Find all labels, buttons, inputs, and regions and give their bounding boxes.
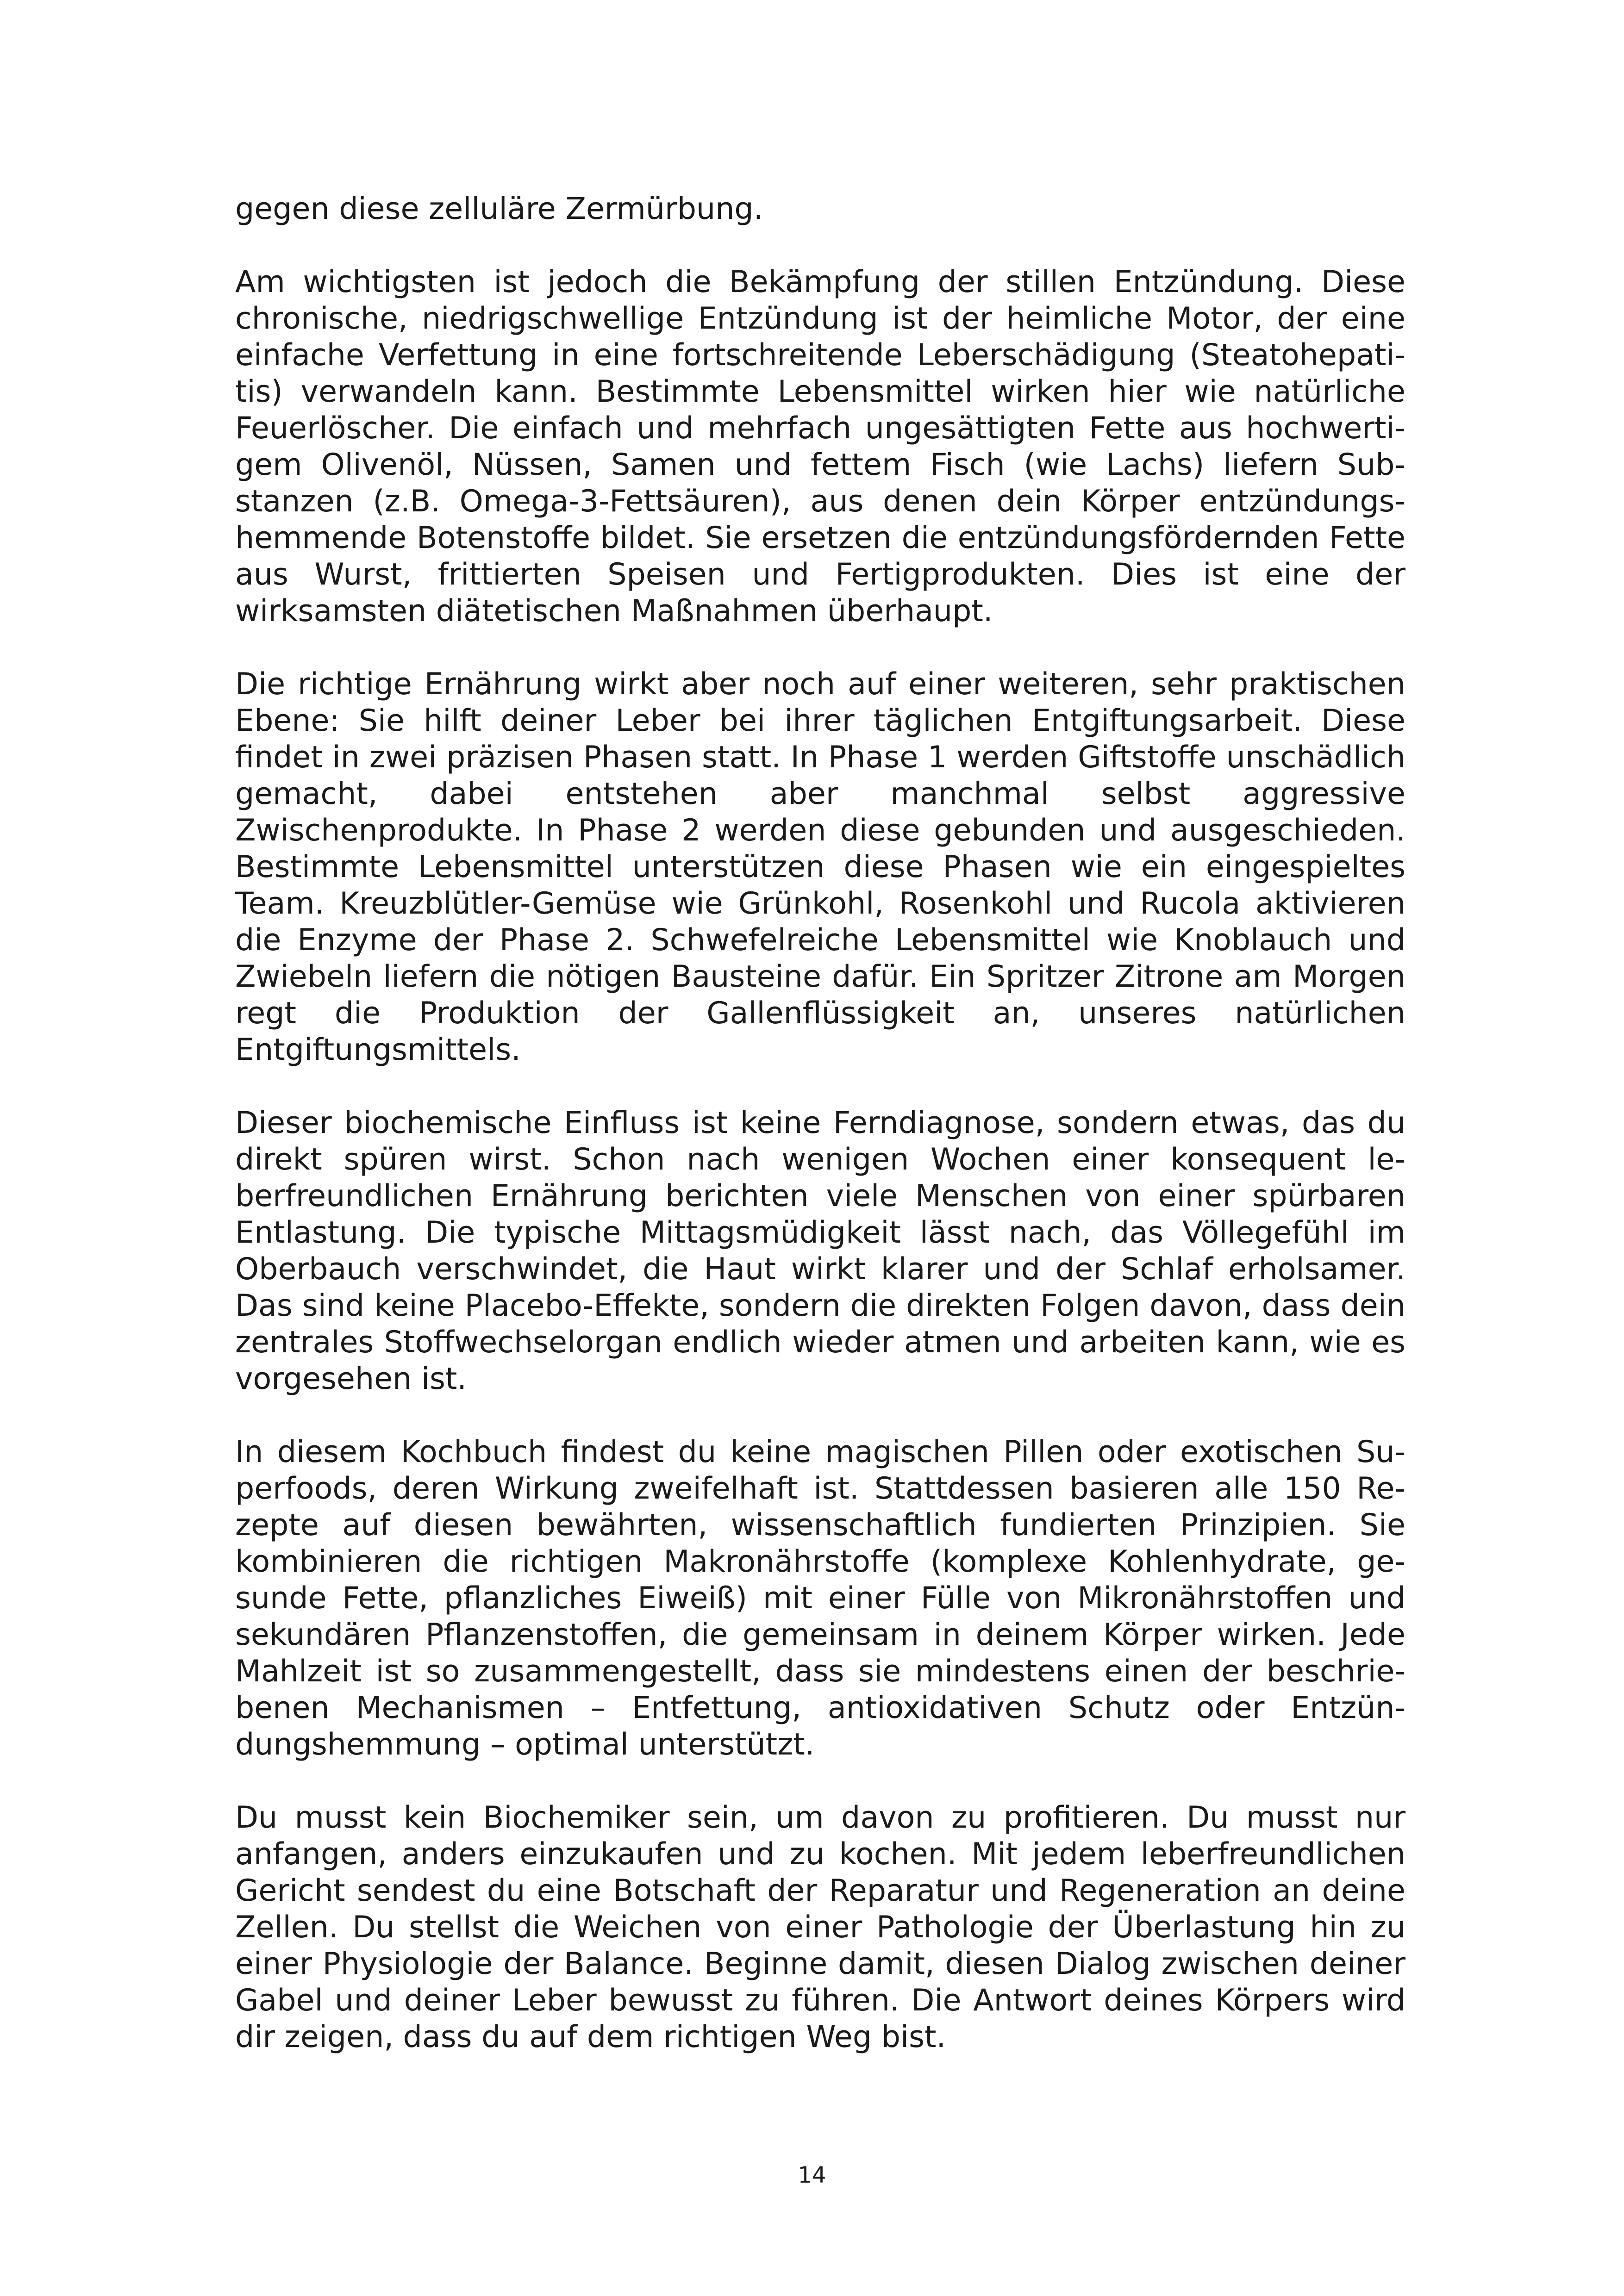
paragraph-2: Am wichtigsten ist jedoch die Bekämpfung der stillen Entzündung. Diese chronische, niedrigschwellige Entzündung ist der heimliche Motor, der eine einfache Verfettung in eine fortschreitende Leberschädigung (Steatohepatitis) verwandeln kann. Bestimmte Lebensmittel wirken hier wie natürliche Feuerlöscher. Die einfach und mehrfach ungesättigten Fette aus hochwertigem Olivenöl, Nüssen, Samen und fettem Fisch (wie Lachs) liefern Substanzen (z.B. Omega-3-Fettsäuren), aus denen dein Körper entzündungshemmende Botenstoffe bildet. Sie ersetzen die entzündungsfördernden Fette aus Wurst, frittierten Speisen und Fertigprodukten. Dies ist eine der wirksamsten diätetischen Maßnahmen überhaupt. <box>235 265 1405 628</box>
paragraph-4: Dieser biochemische Einfluss ist keine Ferndiagnose, sondern etwas, das du direkt spüren wirst. Schon nach wenigen Wochen einer konsequent leberfreundlichen Ernährung berichten viele Menschen von einer spürbaren Entlastung. Die typische Mittagsmüdigkeit lässt nach, das Völlegefühl im Oberbauch verschwindet, die Haut wirkt klarer und der Schlaf erholsamer. Das sind keine Placebo-Effekte, sondern die direkten Folgen davon, dass dein zentrales Stoffwechselorgan endlich wieder atmen und arbeiten kann, wie es vorgesehen ist. <box>235 1106 1405 1396</box>
paragraph-5: In diesem Kochbuch findest du keine magischen Pillen oder exotischen Superfoods, deren Wirkung zweifelhaft ist. Stattdessen basieren alle 150 Rezepte auf diesen bewährten, wissenschaftlich fundierten Prinzipien. Sie kombinieren die richtigen Makronährstoffe (komplexe Kohlenhydrate, gesunde Fette, pflanzliches Eiweiß) mit einer Fülle von Mikronährstoffen und sekundären Pflanzenstoffen, die gemeinsam in deinem Körper wirken. Jede Mahlzeit ist so zusammengestellt, dass sie mindestens einen der beschriebenen Mechanismen – Entfettung, antioxidativen Schutz oder Entzündungshemmung – optimal unterstützt. <box>235 1435 1405 1762</box>
body-text <box>235 191 1405 2055</box>
paragraph-3: Die richtige Ernährung wirkt aber noch auf einer weiteren, sehr praktischen Ebene: Sie hilft deiner Leber bei ihrer täglichen Entgiftungsarbeit. Diese findet in zwei präzisen Phasen statt. In Phase 1 werden Giftstoffe unschädlich gemacht, dabei entstehen aber manchmal selbst aggressive Zwischenprodukte. In Phase 2 werden diese gebunden und ausgeschieden. Bestimmte Lebensmittel unterstützen diese Phasen wie ein eingespieltes Team. Kreuzblütler-Gemüse wie Grünkohl, Rosenkohl und Rucola aktivieren die Enzyme der Phase 2. Schwefelreiche Lebensmittel wie Knoblauch und Zwiebeln liefern die nötigen Bausteine dafür. Ein Spritzer Zitrone am Morgen regt die Produktion der Gallenflüssigkeit an, unseres natürlichen Entgiftungsmittels. <box>235 667 1405 1067</box>
page-number: 14 <box>798 2162 826 2188</box>
paragraph-1: gegen diese zelluläre Zermürbung. <box>235 192 763 226</box>
paragraph-6: Du musst kein Biochemiker sein, um davon zu profitieren. Du musst nur anfangen, anders einzukaufen und zu kochen. Mit jedem leberfreundlichen Gericht sendest du eine Botschaft der Reparatur und Regeneration an deine Zellen. Du stellst die Weichen von einer Pathologie der Überlastung hin zu einer Physiologie der Balance. Beginne damit, diesen Dialog zwischen deiner Gabel und deiner Leber bewusst zu führen. Die Antwort deines Körpers wird dir zeigen, dass du auf dem richtigen Weg bist. <box>235 1800 1405 2054</box>
